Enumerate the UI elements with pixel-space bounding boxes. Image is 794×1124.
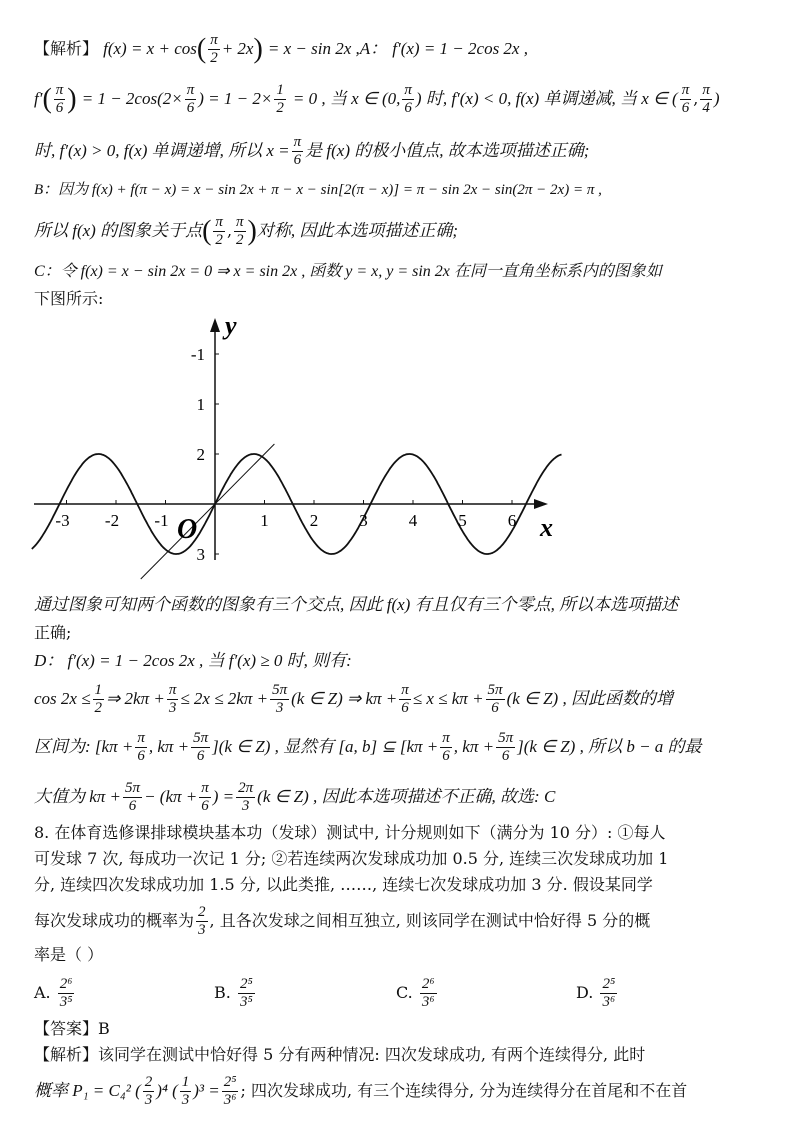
fraction: $\frac{5\pi}{3}$ xyxy=(272,682,288,716)
y-axis-arrow xyxy=(210,318,220,332)
fraction: $\frac{\pi}{6}$ xyxy=(681,82,690,116)
analysis-tag: 【解析】 xyxy=(34,39,99,58)
fraction: $\frac{\pi}{6}$ xyxy=(404,82,412,116)
y-tick-label: 1 xyxy=(196,395,205,414)
line-analysis-a: 【解析】 f(x) = x + cos( $\frac{\pi}{2}$ + 2x) = x − sin 2x ,A： f′(x) = 1 − 2cos 2x , xyxy=(34,32,528,66)
origin-label: O xyxy=(177,514,198,545)
q8-line2: 可发球 7 次, 每成功一次记 1 分; ②若连续两次发球成功加 0.5 分, 连续三次发球成功加 1 xyxy=(34,849,669,868)
line-analysis-b: B：因为 f(x) + f(π − x) = x − sin 2x + π − x − sin[2(π − x)] = π − sin 2x − sin(2π − 2x) = π , xyxy=(34,182,602,198)
line-analysis-d2: cos 2x ≤ $\frac{1}{2}$ ⇒ 2kπ + $\frac{\pi}{3}$ ≤ 2x ≤ 2kπ + $\frac{5\pi}{3}$ (k ∈ Z) ⇒ kπ + $\frac{\pi}{6}$ ≤ x ≤ kπ + $\frac{5\pi}{6}$ (k ∈ Z) , 因此函数的增 xyxy=(34,682,673,716)
fraction: $\frac{\pi}{2}$ xyxy=(236,214,244,248)
fraction: $\frac{\pi}{6}$ xyxy=(55,82,64,116)
fraction: $\frac{2}{3}$ xyxy=(144,1074,153,1108)
line-analysis-b2: 所以 f(x) 的图象关于点( $\frac{\pi}{2}$ , $\frac{\pi}{2}$ )对称, 因此本选项描述正确; xyxy=(34,214,459,248)
fraction: $\frac{5\pi}{6}$ xyxy=(487,682,503,716)
option-d[interactable]: D. $\frac{\text{2⁵}}{\text{3⁶}}$ xyxy=(576,976,616,1010)
y-tick-label: 2 xyxy=(196,445,205,464)
x-tick-label: -2 xyxy=(104,511,120,530)
line-analysis-d4: 大值为 kπ + $\frac{5\pi}{6}$ − (kπ + $\frac{\pi}{6}$ ) = $\frac{2\pi}{3}$ (k ∈ Z) , 因此本选项描述不正确, 故选: C xyxy=(34,780,556,814)
line-analysis-a3: 时, f′(x) > 0, f(x) 单调递增, 所以 x = $\frac{\pi}{6}$ 是 f(x) 的极小值点, 故本选项描述正确; xyxy=(34,134,590,168)
x-axis-arrow xyxy=(534,499,548,509)
fraction: $\frac{\pi}{2}$ xyxy=(210,32,218,66)
function-graph xyxy=(0,310,794,590)
line-analysis-c4: 正确; xyxy=(34,623,72,642)
x-tick-label: 2 xyxy=(309,511,319,530)
y-axis-label: y xyxy=(225,311,237,340)
fraction: $\frac{\pi}{6}$ xyxy=(293,134,302,168)
line-analysis-c3: 通过图象可知两个函数的图象有三个交点, 因此 f(x) 有且仅有三个零点, 所以本选项描述 xyxy=(34,595,679,614)
x-tick-label: -3 xyxy=(55,511,70,530)
x-tick-label: -1 xyxy=(154,511,169,530)
y-tick-label: 3 xyxy=(196,545,205,564)
line-analysis-d3: 区间为: [kπ + $\frac{\pi}{6}$ , kπ + $\frac{5\pi}{6}$ ](k ∈ Z) , 显然有 [a, b] ⊆ [kπ + $\frac{\pi}{6}$ , kπ + $\frac{5\pi}{6}$ ](k ∈ Z) , 所以 b − a 的最 xyxy=(34,730,702,764)
x-tick-label: 1 xyxy=(260,511,269,530)
fraction: $\frac{5\pi}{6}$ xyxy=(498,730,514,764)
fraction: $\frac{\pi}{3}$ xyxy=(168,682,177,716)
fraction: $\frac{\text{2⁵}}{\text{3⁶}}$ xyxy=(223,1074,237,1108)
x-tick-label: 6 xyxy=(507,511,517,530)
q8-solution1: 【解析】该同学在测试中恰好得 5 分有两种情况: 四次发球成功, 有两个连续得分, 此时 xyxy=(34,1045,646,1064)
fraction: $\frac{5\pi}{6}$ xyxy=(193,730,209,764)
fraction: $\frac{\pi}{2}$ xyxy=(215,214,223,248)
fraction: $\frac{5\pi}{6}$ xyxy=(125,780,141,814)
line-analysis-c: C：令 f(x) = x − sin 2x = 0 ⇒ x = sin 2x , 函数 y = x, y = sin 2x 在同一直角坐标系内的图象如 xyxy=(34,263,662,280)
fraction: $\frac{\pi}{6}$ xyxy=(137,730,145,764)
q8-answer: 【答案】B xyxy=(34,1019,110,1038)
q8-line1: 8. 在体育选修课排球模块基本功（发球）测试中, 计分规则如下（满分为 10 分）: ①每人 xyxy=(34,823,666,842)
line-analysis-c2: 下图所示: xyxy=(34,289,104,308)
option-c[interactable]: C. $\frac{\text{2⁶}}{\text{3⁶}}$ xyxy=(396,976,435,1010)
x-axis-label: x xyxy=(540,513,553,542)
x-tick-label: 4 xyxy=(408,511,418,530)
q8-line3: 分, 连续四次发球成功加 1.5 分, 以此类推, ……, 连续七次发球成功加 3 分. 假设某同学 xyxy=(34,875,653,894)
option-b[interactable]: B. $\frac{\text{2⁵}}{\text{3⁵}}$ xyxy=(214,976,253,1010)
q8-line5: 率是（ ） xyxy=(34,945,104,964)
fraction: $\frac{1}{3}$ xyxy=(181,1074,190,1108)
q8-solution2: 概率 P₁ = C₄² ( $\frac{2}{3}$ )⁴ ( $\frac{1}{3}$ )³ = $\frac{\text{2⁵}}{\text{3⁶}}$ ; 四次发球成功, 有三个连续得分, 分为连续得分在首尾和不在首 xyxy=(34,1074,688,1108)
fraction: $\frac{\pi}{4}$ xyxy=(702,82,710,116)
x-tick-label: 5 xyxy=(458,511,467,530)
fraction: $\frac{2\pi}{3}$ xyxy=(238,780,254,814)
fraction: $\frac{\pi}{6}$ xyxy=(442,730,450,764)
fraction: $\frac{\pi}{6}$ xyxy=(201,780,209,814)
fraction: $\frac{2}{3}$ xyxy=(198,904,206,938)
fraction: $\frac{1}{2}$ xyxy=(276,82,284,116)
option-a[interactable]: A. $\frac{\text{2⁶}}{\text{3⁵}}$ xyxy=(34,976,73,1010)
q8-line4: 每次发球成功的概率为 $\frac{2}{3}$ , 且各次发球之间相互独立, 则该同学在测试中恰好得 5 分的概 xyxy=(34,904,651,938)
y-tick-label: -1 xyxy=(190,345,205,364)
line-analysis-a2: f′( $\frac{\pi}{6}$ ) = 1 − 2cos(2× $\frac{\pi}{6}$ ) = 1 − 2× $\frac{1}{2}$ = 0 , 当 x ∈ (0, $\frac{\pi}{6}$ ) 时, f′(x) < 0, f(x) 单调递减, 当 x ∈ ( $\frac{\pi}{6}$ , $\frac{\pi}{4}$ ) xyxy=(34,82,720,116)
fraction: $\frac{\pi}{6}$ xyxy=(186,82,195,116)
fraction: $\frac{\pi}{6}$ xyxy=(401,682,409,716)
fraction: $\frac{1}{2}$ xyxy=(94,682,103,716)
x-tick-label: 3 xyxy=(359,511,368,530)
line-analysis-d: D： f′(x) = 1 − 2cos 2x , 当 f′(x) ≥ 0 时, 则有: xyxy=(34,651,352,670)
